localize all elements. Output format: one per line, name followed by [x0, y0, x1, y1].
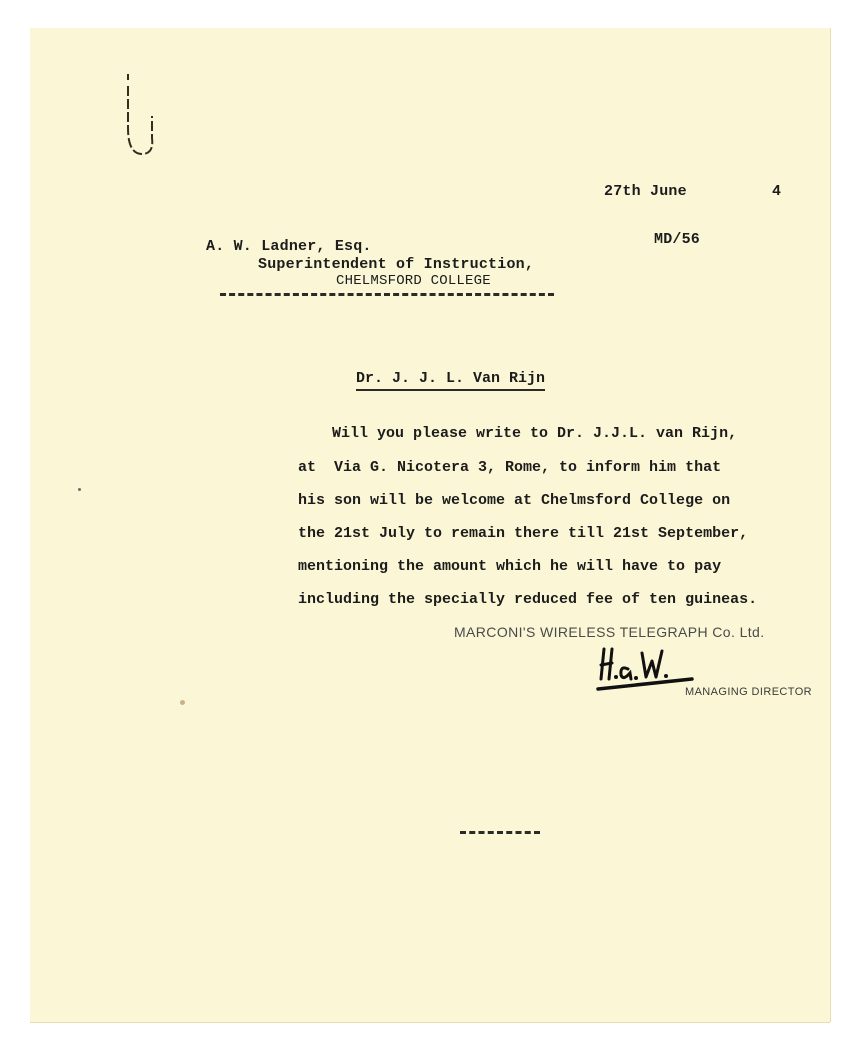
paper-speck: [180, 700, 185, 705]
addressee-name: A. W. Ladner, Esq.: [206, 238, 372, 255]
body-line: mentioning the amount which he will have to pay: [298, 558, 722, 575]
address-divider: [220, 293, 554, 296]
addressee-title: Superintendent of Instruction,: [258, 256, 535, 273]
letter-subject: Dr. J. J. L. Van Rijn: [356, 370, 545, 391]
letter-page: [30, 28, 830, 1022]
body-line: including the specially reduced fee of ten guineas.: [298, 591, 758, 608]
body-line: Will you please write to Dr. J.J.L. van Rijn,: [332, 425, 738, 442]
body-line: the 21st July to remain there till 21st September,: [298, 525, 749, 542]
punch-hole-mark: [120, 68, 160, 168]
body-line: his son will be welcome at Chelmsford College on: [298, 492, 731, 509]
end-of-letter-dashes: [460, 831, 540, 834]
body-line: at Via G. Nicotera 3, Rome, to inform him that: [298, 459, 722, 476]
paper-speck: [78, 488, 81, 491]
page-number: 4: [772, 183, 782, 200]
company-stamp: MARCONI'S WIRELESS TELEGRAPH Co. Ltd.: [454, 624, 765, 640]
signatory-title: MANAGING DIRECTOR: [685, 686, 812, 698]
addressee-institution: CHELMSFORD COLLEGE: [336, 273, 491, 289]
letter-date: 27th June: [604, 183, 687, 200]
reference-code: MD/56: [654, 231, 701, 248]
